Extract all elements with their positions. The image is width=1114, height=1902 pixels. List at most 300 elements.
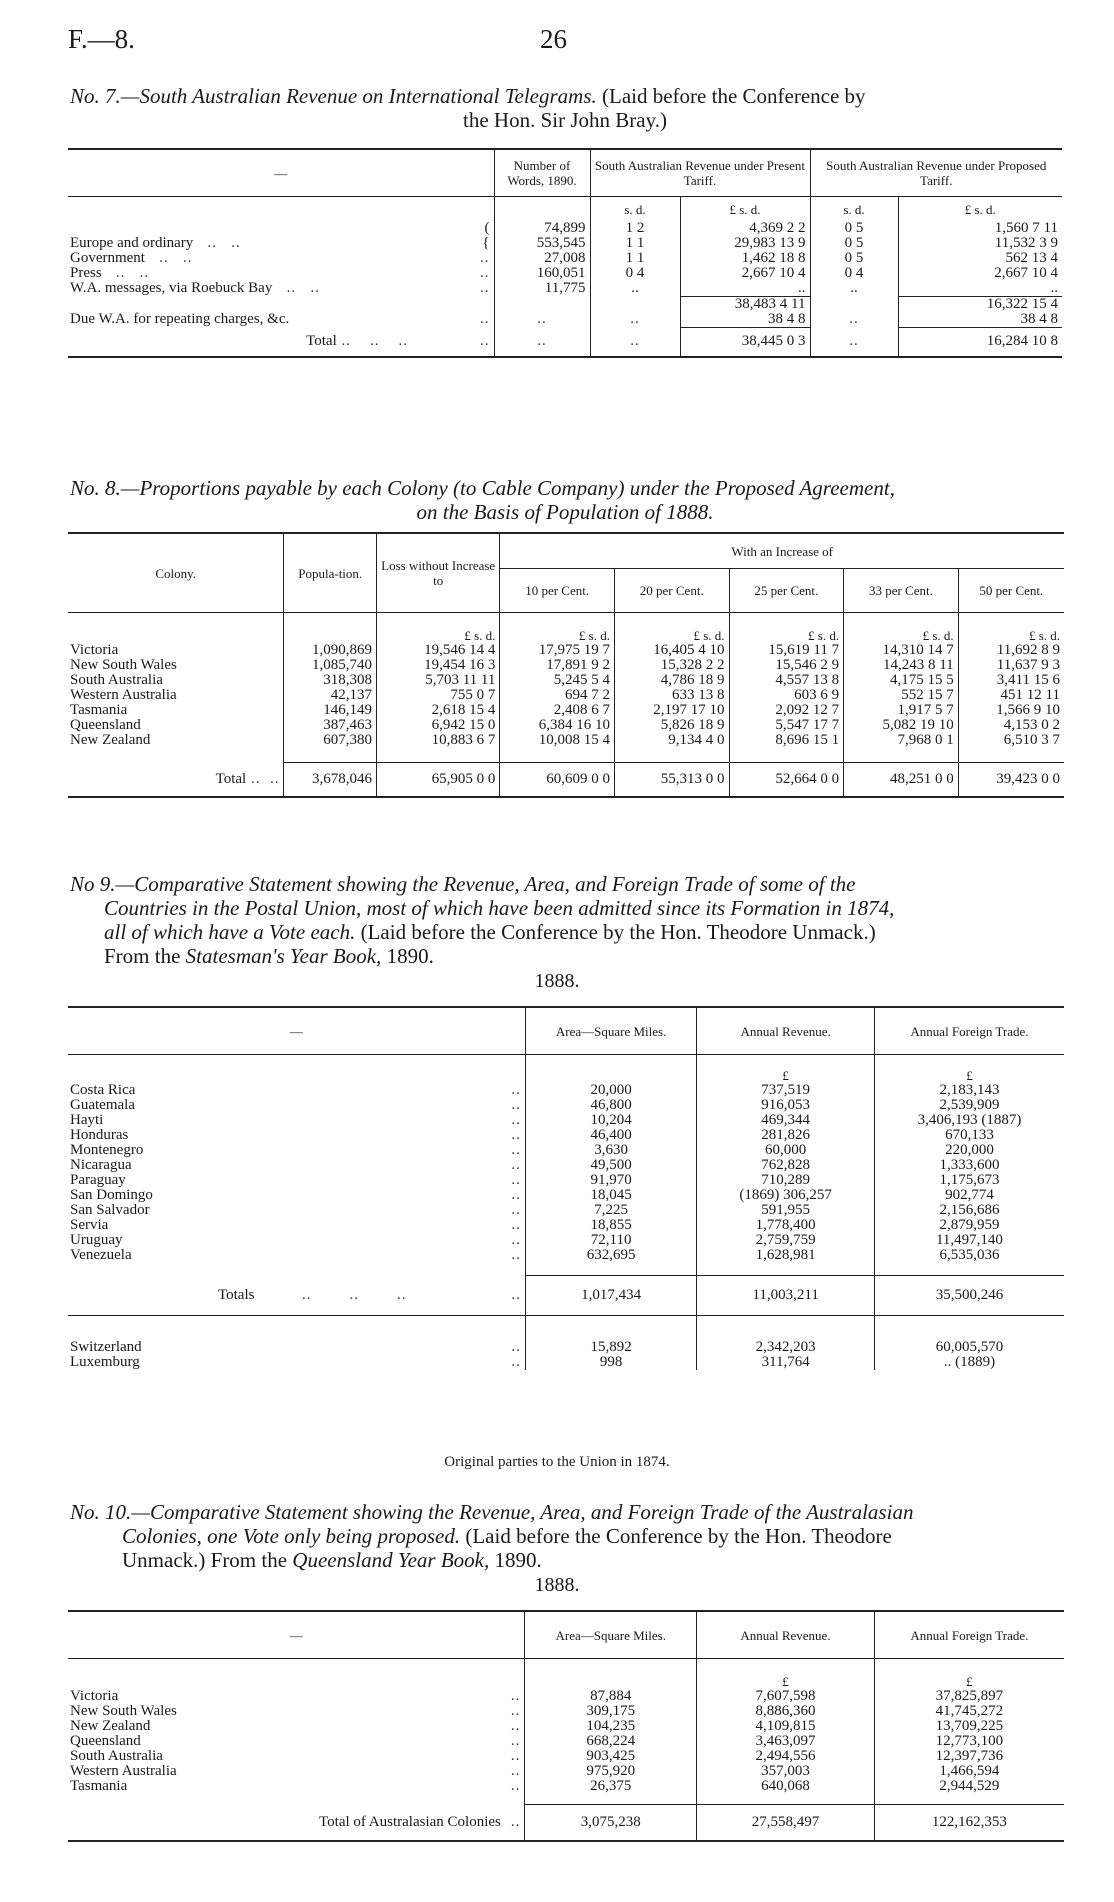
t9-revenue: 60,000 bbox=[697, 1143, 874, 1158]
table-row bbox=[68, 1749, 1064, 1764]
t7-total-proposed: 16,284 10 8 bbox=[898, 328, 1062, 357]
t8-col-increase: 20 per Cent. bbox=[614, 569, 729, 613]
t9-leader: .. bbox=[511, 1082, 521, 1098]
table-row bbox=[68, 1719, 1064, 1734]
t7-revenue-present: 29,983 13 9 bbox=[680, 236, 810, 251]
t8-col-increase: 10 per Cent. bbox=[500, 569, 615, 613]
t7-row-label: W.A. messages, via Roebuck Bay .. .. bbox=[70, 280, 320, 297]
t7-subtotal-proposed: 16,322 15 4 bbox=[898, 297, 1062, 313]
t7-unit: s. d. bbox=[590, 197, 680, 222]
t7-row-label-text: Government bbox=[70, 250, 145, 266]
t9-revenue: 2,759,759 bbox=[697, 1233, 874, 1248]
t9-revenue: 916,053 bbox=[697, 1098, 874, 1113]
t7-revenue-present: 2,667 10 4 bbox=[680, 266, 810, 281]
t8-total-population: 3,678,046 bbox=[284, 762, 377, 797]
t9-leader: .. bbox=[511, 1142, 521, 1158]
t10-revenue: 357,003 bbox=[697, 1764, 875, 1779]
t8-value: 451 12 11 bbox=[958, 688, 1064, 703]
t7-revenue-proposed: 562 13 4 bbox=[898, 251, 1062, 266]
t10-leader: .. bbox=[510, 1733, 521, 1749]
t7-leader: .. bbox=[480, 250, 490, 266]
table-row bbox=[68, 236, 1062, 251]
t10-total-trade: 122,162,353 bbox=[874, 1804, 1064, 1841]
t10-area: 26,375 bbox=[525, 1779, 697, 1794]
t8-population: 1,090,869 bbox=[284, 643, 377, 658]
t10-leader: .. bbox=[510, 1778, 521, 1794]
table-row bbox=[68, 1158, 1064, 1173]
t8-value: 17,891 9 2 bbox=[500, 658, 615, 673]
t7-revenue-proposed: 2,667 10 4 bbox=[898, 266, 1062, 281]
t8-population: 607,380 bbox=[284, 733, 377, 748]
t8-population: 387,463 bbox=[284, 718, 377, 733]
t8-col-increase: 50 per Cent. bbox=[958, 569, 1064, 613]
t10-area: 975,920 bbox=[525, 1764, 697, 1779]
t8-value: 552 15 7 bbox=[844, 688, 959, 703]
t10-colony bbox=[68, 1704, 507, 1719]
t8-population: 1,085,740 bbox=[284, 658, 377, 673]
t8-col-loss: Loss without Increase to bbox=[376, 533, 499, 613]
t9-area: 46,400 bbox=[525, 1128, 697, 1143]
t8-value: 7,968 0 1 bbox=[844, 733, 959, 748]
t9-leader: .. bbox=[511, 1202, 521, 1218]
table-row bbox=[68, 1704, 1064, 1719]
t9-country-name: Montenegro bbox=[70, 1142, 144, 1158]
t9-revenue: 762,828 bbox=[697, 1158, 874, 1173]
t10-trade: 37,825,897 bbox=[874, 1689, 1064, 1704]
t7-words: 27,008 bbox=[494, 251, 590, 266]
t10-trade: 12,397,736 bbox=[874, 1749, 1064, 1764]
t8-colony-name: New South Wales bbox=[70, 657, 177, 673]
t9-trade: 2,879,959 bbox=[874, 1218, 1064, 1233]
t9-country bbox=[68, 1203, 507, 1218]
t8-value: 5,826 18 9 bbox=[614, 718, 729, 733]
t10-colony bbox=[68, 1779, 507, 1794]
t9-extra-revenue: 311,764 bbox=[697, 1355, 874, 1370]
t10-revenue: 8,886,360 bbox=[697, 1704, 875, 1719]
table-row bbox=[68, 1098, 1064, 1113]
t8-colony bbox=[68, 703, 284, 718]
t9-total-revenue: 11,003,211 bbox=[697, 1275, 874, 1316]
table-row bbox=[68, 1218, 1064, 1233]
t10-leader: .. bbox=[510, 1688, 521, 1704]
t7-col-words: Number of Words, 1890. bbox=[494, 149, 590, 197]
t10-col-area: Area—Square Miles. bbox=[525, 1611, 697, 1659]
t8-value: 11,637 9 3 bbox=[958, 658, 1064, 673]
t8-colony bbox=[68, 643, 284, 658]
t10-area: 309,175 bbox=[525, 1704, 697, 1719]
t7-rate-present: .. bbox=[590, 281, 680, 297]
t8-total-label: Total bbox=[215, 770, 247, 787]
table-row bbox=[68, 1113, 1064, 1128]
table-row bbox=[68, 251, 1062, 266]
t7-due-present: 38 4 8 bbox=[680, 312, 810, 328]
table-row bbox=[68, 1173, 1064, 1188]
t7-rate-present: 1 1 bbox=[590, 236, 680, 251]
t9-extra-area: 998 bbox=[525, 1355, 697, 1370]
t9-area: 46,800 bbox=[525, 1098, 697, 1113]
table-row bbox=[68, 733, 1064, 748]
t9-trade: 6,535,036 bbox=[874, 1248, 1064, 1263]
table9-year: 1888. bbox=[534, 970, 580, 992]
t10-total-revenue: 27,558,497 bbox=[697, 1804, 875, 1841]
t9-note: Original parties to the Union in 1874. bbox=[444, 1454, 670, 1470]
t8-colony-name: Victoria bbox=[70, 642, 119, 658]
t10-col-trade: Annual Foreign Trade. bbox=[874, 1611, 1064, 1659]
t8-colony bbox=[68, 688, 284, 703]
t9-country-name: Venezuela bbox=[70, 1247, 132, 1263]
t9-country-name: Costa Rica bbox=[70, 1082, 136, 1098]
t9-country-name: Honduras bbox=[70, 1127, 129, 1143]
t9-revenue: 710,289 bbox=[697, 1173, 874, 1188]
t8-colony-name: South Australia bbox=[70, 672, 163, 688]
t7-words: 553,545 bbox=[494, 236, 590, 251]
t7-words: 74,899 bbox=[494, 221, 590, 236]
t9-revenue: 1,628,981 bbox=[697, 1248, 874, 1263]
t8-value: 15,546 2 9 bbox=[729, 658, 844, 673]
table-row bbox=[68, 1355, 1064, 1370]
t8-value: 1,917 5 7 bbox=[844, 703, 959, 718]
t8-col-increase: 25 per Cent. bbox=[729, 569, 844, 613]
t10-leader: .. bbox=[510, 1718, 521, 1734]
t10-leader: .. bbox=[510, 1763, 521, 1779]
table-row bbox=[68, 703, 1064, 718]
t9-area: 20,000 bbox=[525, 1083, 697, 1098]
t7-revenue-proposed: .. bbox=[898, 281, 1062, 297]
table10-australasian-colonies: — Area—Square Miles. Annual Revenue. Annual Foreign Trade. £ £ Victoria .. 87,884 7,607,598 37,825,897 New South Wales .. 309,175 8,886,360 41,745,272 New Zealand .. 104,235 4,109,815 13,709,225 Queensland .. 668,224 3,463,097 12,773,100 South Australia .. 903,425 2,494,556 12,397,736 Western Australia .. 975,920 357,003 1,466,594 Tasmania .. 26,375 640,068 2,944,529 Total of Australasian Colonies .. 3,075,238 27,558,497 122,162,353 bbox=[68, 1610, 1064, 1842]
t8-total-value: 48,251 0 0 bbox=[844, 762, 959, 797]
t7-revenue-proposed: 1,560 7 11 bbox=[898, 221, 1062, 236]
t8-value: 694 7 2 bbox=[500, 688, 615, 703]
t9-extra-country bbox=[68, 1340, 507, 1355]
t9-extra-trade: .. (1889) bbox=[874, 1355, 1064, 1370]
t10-revenue: 3,463,097 bbox=[697, 1734, 875, 1749]
table-row bbox=[68, 688, 1064, 703]
t9-revenue: (1869) 306,257 bbox=[697, 1188, 874, 1203]
t9-leader: .. bbox=[511, 1127, 521, 1143]
t9-area: 632,695 bbox=[525, 1248, 697, 1263]
t8-value: 2,408 6 7 bbox=[500, 703, 615, 718]
t9-area: 18,855 bbox=[525, 1218, 697, 1233]
t9-total-area: 1,017,434 bbox=[525, 1275, 697, 1316]
t8-colony-name: New Zealand bbox=[70, 732, 151, 748]
t9-extra-area: 15,892 bbox=[525, 1340, 697, 1355]
t7-row-label: Press .. .. bbox=[70, 265, 150, 281]
table10-year: 1888. bbox=[534, 1574, 580, 1596]
t8-value: 4,175 15 5 bbox=[844, 673, 959, 688]
t9-trade: 902,774 bbox=[874, 1188, 1064, 1203]
t9-col-area: Area—Square Miles. bbox=[525, 1007, 697, 1055]
t7-leader: .. bbox=[480, 265, 490, 281]
table-row bbox=[68, 658, 1064, 673]
t7-unit: £ s. d. bbox=[898, 197, 1062, 222]
t8-value: 603 6 9 bbox=[729, 688, 844, 703]
t10-area: 903,425 bbox=[525, 1749, 697, 1764]
t8-total-value: 55,313 0 0 bbox=[614, 762, 729, 797]
table9-title: No 9.—Comparative Statement showing the Revenue, Area, and Foreign Trade of some of the Countries in the Postal Union, most of which have been admitted since its Formation in 1874, all of which have a Vote each. (Laid before the Conference by the Hon. Theodore Unmack.) From the Statesman's Year Book, 1890. bbox=[70, 872, 895, 968]
page-number: 26 bbox=[540, 24, 567, 54]
t8-value: 2,197 17 10 bbox=[614, 703, 729, 718]
t8-value: 1,566 9 10 bbox=[958, 703, 1064, 718]
t8-colony bbox=[68, 673, 284, 688]
t10-trade: 12,773,100 bbox=[874, 1734, 1064, 1749]
t8-total-value: 52,664 0 0 bbox=[729, 762, 844, 797]
t9-totals-label: Totals bbox=[218, 1286, 255, 1303]
t10-colony-name: New Zealand bbox=[70, 1718, 151, 1734]
t10-colony bbox=[68, 1764, 507, 1779]
table-row bbox=[68, 1764, 1064, 1779]
table-row bbox=[68, 1083, 1064, 1098]
t8-total-value: 39,423 0 0 bbox=[958, 762, 1064, 797]
table-row bbox=[68, 1233, 1064, 1248]
t9-leader: .. bbox=[511, 1354, 521, 1370]
t8-value: 5,245 5 4 bbox=[500, 673, 615, 688]
t8-value: 14,310 14 7 bbox=[844, 643, 959, 658]
t7-total-present: 38,445 0 3 bbox=[680, 328, 810, 357]
t8-value: 8,696 15 1 bbox=[729, 733, 844, 748]
table-row bbox=[68, 1248, 1064, 1263]
t10-colony-name: Queensland bbox=[70, 1733, 141, 1749]
table-row bbox=[68, 1143, 1064, 1158]
t7-row-label bbox=[68, 221, 468, 236]
t10-colony bbox=[68, 1749, 507, 1764]
t7-rate-present: 0 4 bbox=[590, 266, 680, 281]
t9-trade: 1,333,600 bbox=[874, 1158, 1064, 1173]
t8-value: 2,092 12 7 bbox=[729, 703, 844, 718]
table-row bbox=[68, 1340, 1064, 1355]
table-row bbox=[68, 266, 1062, 281]
t9-extra-name: Switzerland bbox=[70, 1339, 142, 1355]
table-row bbox=[68, 673, 1064, 688]
t8-col-population: Popula-tion. bbox=[284, 533, 377, 613]
t7-revenue-present: 4,369 2 2 bbox=[680, 221, 810, 236]
t8-value: 10,883 6 7 bbox=[376, 733, 499, 748]
t7-header-dash: — bbox=[274, 165, 288, 181]
t10-trade: 41,745,272 bbox=[874, 1704, 1064, 1719]
t9-country bbox=[68, 1128, 507, 1143]
t10-trade: 2,944,529 bbox=[874, 1779, 1064, 1794]
t9-country-name: Paraguay bbox=[70, 1172, 126, 1188]
t10-colony bbox=[68, 1734, 507, 1749]
t9-leader: .. bbox=[511, 1112, 521, 1128]
t8-value: 4,786 18 9 bbox=[614, 673, 729, 688]
t8-total-value: 60,609 0 0 bbox=[500, 762, 615, 797]
t8-value: 19,546 14 4 bbox=[376, 643, 499, 658]
t7-rate-proposed: 0 5 bbox=[810, 236, 898, 251]
t9-country bbox=[68, 1098, 507, 1113]
t8-value: 5,547 17 7 bbox=[729, 718, 844, 733]
t9-country-name: Servia bbox=[70, 1217, 109, 1233]
t8-value: 15,328 2 2 bbox=[614, 658, 729, 673]
t10-colony-name: South Australia bbox=[70, 1748, 163, 1764]
t8-value: 633 13 8 bbox=[614, 688, 729, 703]
t9-col-trade: Annual Foreign Trade. bbox=[874, 1007, 1064, 1055]
t9-revenue: 1,778,400 bbox=[697, 1218, 874, 1233]
t9-extra-name: Luxemburg bbox=[70, 1354, 140, 1370]
t9-leader: .. bbox=[511, 1247, 521, 1263]
t10-colony-name: Tasmania bbox=[70, 1778, 128, 1794]
t10-area: 668,224 bbox=[525, 1734, 697, 1749]
t7-rate-proposed: 0 4 bbox=[810, 266, 898, 281]
t9-trade: 670,133 bbox=[874, 1128, 1064, 1143]
t8-colony-name: Western Australia bbox=[70, 687, 177, 703]
t8-total-value: 65,905 0 0 bbox=[376, 762, 499, 797]
t10-area: 104,235 bbox=[525, 1719, 697, 1734]
t9-country bbox=[68, 1233, 507, 1248]
t8-population: 42,137 bbox=[284, 688, 377, 703]
table-row bbox=[68, 643, 1064, 658]
t7-row-label-text: W.A. messages, via Roebuck Bay bbox=[70, 280, 273, 297]
t10-leader: .. bbox=[510, 1748, 521, 1764]
t9-leader: .. bbox=[511, 1187, 521, 1203]
t9-leader: .. bbox=[511, 1339, 521, 1355]
t10-colony-name: Western Australia bbox=[70, 1763, 177, 1779]
t8-value: 9,134 4 0 bbox=[614, 733, 729, 748]
t9-country bbox=[68, 1218, 507, 1233]
t10-col-revenue: Annual Revenue. bbox=[697, 1611, 875, 1659]
t7-row-label: Government .. .. bbox=[70, 250, 193, 266]
t8-value: 4,557 13 8 bbox=[729, 673, 844, 688]
t9-country bbox=[68, 1248, 507, 1263]
t7-words: 11,775 bbox=[494, 281, 590, 297]
t9-country bbox=[68, 1173, 507, 1188]
t8-value: 14,243 8 11 bbox=[844, 658, 959, 673]
t7-revenue-proposed: 11,532 3 9 bbox=[898, 236, 1062, 251]
t10-total-label: Total of Australasian Colonies bbox=[319, 1813, 501, 1830]
t9-trade: 2,539,909 bbox=[874, 1098, 1064, 1113]
table-row bbox=[68, 1734, 1064, 1749]
t7-unit: £ s. d. bbox=[680, 197, 810, 222]
table-row bbox=[68, 1689, 1064, 1704]
t9-country-name: Uruguay bbox=[70, 1232, 123, 1248]
t9-trade: 3,406,193 (1887) bbox=[874, 1113, 1064, 1128]
t9-revenue: 469,344 bbox=[697, 1113, 874, 1128]
t9-trade: 2,183,143 bbox=[874, 1083, 1064, 1098]
t9-revenue: 737,519 bbox=[697, 1083, 874, 1098]
t10-area: 87,884 bbox=[525, 1689, 697, 1704]
t9-extra-revenue: 2,342,203 bbox=[697, 1340, 874, 1355]
table-row bbox=[68, 221, 1062, 236]
t9-area: 7,225 bbox=[525, 1203, 697, 1218]
t10-colony bbox=[68, 1719, 507, 1734]
t10-colony-name: Victoria bbox=[70, 1688, 119, 1704]
t8-value: 2,618 15 4 bbox=[376, 703, 499, 718]
t9-country bbox=[68, 1188, 507, 1203]
t7-revenue-present: .. bbox=[680, 281, 810, 297]
t9-area: 18,045 bbox=[525, 1188, 697, 1203]
t7-words: 160,051 bbox=[494, 266, 590, 281]
t8-col-increase: 33 per Cent. bbox=[844, 569, 959, 613]
t10-trade: 13,709,225 bbox=[874, 1719, 1064, 1734]
t8-value: 755 0 7 bbox=[376, 688, 499, 703]
t7-rate-present: 1 1 bbox=[590, 251, 680, 266]
t9-leader: .. bbox=[511, 1172, 521, 1188]
t8-colony-name: Tasmania bbox=[70, 702, 128, 718]
table7-title: No. 7.—South Australian Revenue on International Telegrams. (Laid before the Conference by the Hon. Sir John Bray.) bbox=[70, 84, 866, 132]
t10-colony-name: New South Wales bbox=[70, 1703, 177, 1719]
t9-col-revenue: Annual Revenue. bbox=[697, 1007, 874, 1055]
document-reference: F.—8. bbox=[68, 24, 135, 54]
t9-country-name: Guatemala bbox=[70, 1097, 135, 1113]
t7-rate-proposed: 0 5 bbox=[810, 251, 898, 266]
table-row bbox=[68, 1779, 1064, 1794]
table9-postal-union: — Area—Square Miles. Annual Revenue. Annual Foreign Trade. £ £ Costa Rica .. 20,000 737,519 2,183,143 Guatemala .. 46,800 916,053 2,539,909 Hayti .. 10,204 469,344 3,406,193 (1887) Honduras .. 46,400 281,826 670,133 Montenegro .. 3,630 60,000 220,000 Nicaragua .. 49,500 762,828 1,333,600 Paraguay .. 91,970 710,289 1,175,673 San Domingo .. 18,045 (1869) 306,257 902,774 San Salvador .. 7,225 591,955 2,156,686 Servia .. 18,855 1,778,400 2,879,959 Uruguay .. 72,110 2,759,759 11,497,140 Venezuela .. 632,695 1,628,981 6,535,036 Totals .. .. .. .. 1,017,434 11,003,211 35,500,246 Switzerland .. 15,892 2,342,203 60,005,570 Luxemburg .. 998 311,764 .. (1889) bbox=[68, 1006, 1064, 1370]
t8-colony bbox=[68, 718, 284, 733]
t9-country-name: San Salvador bbox=[70, 1202, 150, 1218]
t9-trade: 11,497,140 bbox=[874, 1233, 1064, 1248]
t7-row-label-text: Press bbox=[70, 265, 102, 281]
table7-telegram-revenue: — Number of Words, 1890. South Australian Revenue under Present Tariff. South Australian Revenue under Proposed Tariff. s. d. £ s. d. s. d. £ s. d. ( 74,899 1 2 4,369 2 2 0 5 1,560 7 11 Europe and ordinary .. .. { 553,545 1 1 29,983 13 9 0 5 11,532 3 9 Government .. .. .. 27,008 1 1 1,462 18 8 0 5 562 13 4 Press .. .. .. 160,051 0 4 2,667 10 4 0 4 2,667 10 4 W.A. messages, via Roebuck Bay .. .. .. 11,775 .. .. .. .. 38,483 4 11 16,322 15 4 Due W.A. for repeating charges, &c. .. .. .. 38 4 8 .. 38 4 8 Total .. .. .. .. .. .. 38,445 0 3 .. 16,284 10 8 bbox=[68, 148, 1062, 358]
table8-title: No. 8.—Proportions payable by each Colony (to Cable Company) under the Proposed Agreement, on the Basis of Population of 1888. bbox=[70, 476, 895, 524]
t8-colony-name: Queensland bbox=[70, 717, 141, 733]
t9-leader: .. bbox=[511, 1097, 521, 1113]
t10-revenue: 7,607,598 bbox=[697, 1689, 875, 1704]
t7-col-present: South Australian Revenue under Present Tariff. bbox=[590, 149, 810, 197]
t8-col-with-increase: With an Increase of bbox=[500, 533, 1064, 569]
t8-value: 6,510 3 7 bbox=[958, 733, 1064, 748]
t10-colony bbox=[68, 1689, 507, 1704]
t8-value: 19,454 16 3 bbox=[376, 658, 499, 673]
t8-value: 6,942 15 0 bbox=[376, 718, 499, 733]
t9-extra-country bbox=[68, 1355, 507, 1370]
t7-subtotal-present: 38,483 4 11 bbox=[680, 297, 810, 313]
t10-total-area: 3,075,238 bbox=[525, 1804, 697, 1841]
t9-trade: 220,000 bbox=[874, 1143, 1064, 1158]
t8-population: 146,149 bbox=[284, 703, 377, 718]
t10-revenue: 4,109,815 bbox=[697, 1719, 875, 1734]
t8-value: 10,008 15 4 bbox=[500, 733, 615, 748]
t7-rate-proposed: .. bbox=[810, 281, 898, 297]
t8-colony bbox=[68, 658, 284, 673]
t9-country bbox=[68, 1143, 507, 1158]
t8-value: 15,619 11 7 bbox=[729, 643, 844, 658]
t8-value: 6,384 16 10 bbox=[500, 718, 615, 733]
t9-total-trade: 35,500,246 bbox=[874, 1275, 1064, 1316]
table-row bbox=[68, 1128, 1064, 1143]
t9-leader: .. bbox=[511, 1217, 521, 1233]
t9-area: 72,110 bbox=[525, 1233, 697, 1248]
t9-country-name: Nicaragua bbox=[70, 1157, 132, 1173]
t7-leader: ( bbox=[484, 220, 490, 236]
t7-col-proposed: South Australian Revenue under Proposed Tariff. bbox=[810, 149, 1062, 197]
t8-value: 3,411 15 6 bbox=[958, 673, 1064, 688]
t9-area: 10,204 bbox=[525, 1113, 697, 1128]
t7-leader: { bbox=[482, 235, 490, 251]
t9-country bbox=[68, 1113, 507, 1128]
t10-header-dash: — bbox=[289, 1627, 303, 1643]
t9-country bbox=[68, 1083, 507, 1098]
t9-country-name: Hayti bbox=[70, 1112, 104, 1128]
table-row bbox=[68, 718, 1064, 733]
t9-leader: .. bbox=[511, 1232, 521, 1248]
t8-value: 5,703 11 11 bbox=[376, 673, 499, 688]
t8-colony bbox=[68, 733, 284, 748]
table8-cable-proportions: Colony. Popula-tion. Loss without Increase to With an Increase of 10 per Cent. 20 per Cent. 25 per Cent. 33 per Cent. 50 per Cent. £ s. d. £ s. d. £ s. d. £ s. d. £ s. d. £ s. d. Victoria 1,090,869 19,546 14 4 17,975 19 7 16,405 4 10 15,619 11 7 14,310 14 7 11,692 8 9 New South Wales 1,085,740 19,454 16 3 17,891 9 2 15,328 2 2 15,546 2 9 14,243 8 11 11,637 9 3 South Australia 318,308 5,703 11 11 5,245 5 4 4,786 18 9 4,557 13 8 4,175 15 5 3,411 15 6 Western Australia 42,137 755 0 7 694 7 2 633 13 8 603 6 9 552 15 7 451 12 11 Tasmania 146,149 2,618 15 4 2,408 6 7 2,197 17 10 2,092 12 7 1,917 5 7 1,566 9 10 Queensland 387,463 6,942 15 0 6,384 16 10 5,826 18 9 5,547 17 7 5,082 19 10 4,153 0 2 New Zealand 607,380 10,883 6 7 10,008 15 4 9,134 4 0 8,696 15 1 7,968 0 1 6,510 3 7 Total .. .. 3,678,046 65,905 0 0 60,609 0 0 55,313 0 0 52,664 0 0 48,251 0 0 39,423 0 0 bbox=[68, 532, 1064, 798]
t8-value: 16,405 4 10 bbox=[614, 643, 729, 658]
t9-country-name: San Domingo bbox=[70, 1187, 153, 1203]
t9-revenue: 281,826 bbox=[697, 1128, 874, 1143]
t9-header-dash: — bbox=[289, 1023, 303, 1039]
t9-revenue: 591,955 bbox=[697, 1203, 874, 1218]
t7-leader: .. bbox=[480, 280, 490, 297]
t7-due-proposed: 38 4 8 bbox=[898, 312, 1062, 328]
t9-area: 3,630 bbox=[525, 1143, 697, 1158]
t7-revenue-present: 1,462 18 8 bbox=[680, 251, 810, 266]
t9-trade: 1,175,673 bbox=[874, 1173, 1064, 1188]
t7-row-label-text: Europe and ordinary bbox=[70, 235, 194, 251]
t8-population: 318,308 bbox=[284, 673, 377, 688]
t8-col-colony: Colony. bbox=[155, 565, 197, 581]
t9-area: 91,970 bbox=[525, 1173, 697, 1188]
